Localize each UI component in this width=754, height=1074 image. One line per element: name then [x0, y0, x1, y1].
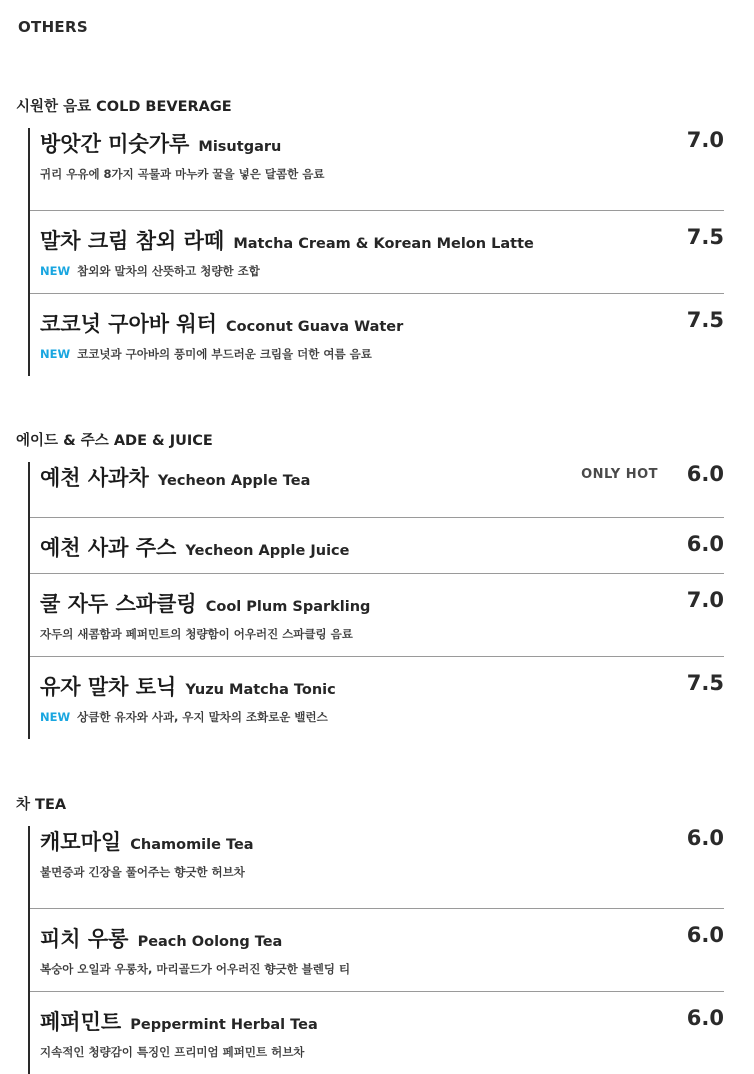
- menu-list: [28, 462, 724, 739]
- item-name: [40, 826, 254, 856]
- item-name-ko: 예천 사과 주스: [40, 536, 177, 560]
- item-name-en: Peach Oolong Tea: [137, 934, 283, 950]
- item-name-en: Cool Plum Sparkling: [205, 599, 371, 615]
- item-name-ko: 유자 말차 토닉: [40, 675, 177, 699]
- page-title: OTHERS: [18, 18, 88, 36]
- item-name-ko: 말차 크림 참외 라떼: [40, 229, 225, 253]
- only-hot-note: ONLY HOT: [581, 467, 658, 482]
- item-description: [40, 864, 245, 880]
- menu-item[interactable]: [30, 294, 724, 376]
- item-price: 6.0: [686, 923, 724, 947]
- item-description-text: 자두의 새콤함과 페퍼민트의 청량함이 어우러진 스파클링 음료: [40, 627, 353, 641]
- new-badge: NEW: [40, 347, 71, 361]
- item-price: 7.0: [686, 588, 724, 612]
- item-name: [40, 1006, 318, 1036]
- item-name-ko: 방앗간 미숫가루: [40, 132, 190, 156]
- menu-item[interactable]: [30, 826, 724, 909]
- item-name-en: Matcha Cream & Korean Melon Latte: [233, 236, 534, 252]
- item-description-text: 복숭아 오일과 우롱차, 마리골드가 어우러진 향긋한 블렌딩 티: [40, 962, 351, 976]
- menu-item[interactable]: [30, 992, 724, 1074]
- menu-item[interactable]: [30, 128, 724, 211]
- item-name: [40, 308, 403, 338]
- item-name: [40, 671, 336, 701]
- item-description: [40, 1044, 304, 1060]
- item-name: [40, 128, 281, 158]
- menu-list: [28, 128, 724, 376]
- item-name-ko: 예천 사과차: [40, 466, 149, 490]
- item-description-text: 귀리 우유에 8가지 곡물과 마누카 꿀을 넣은 달콤한 음료: [40, 167, 325, 181]
- item-description: [40, 626, 353, 642]
- new-badge: NEW: [40, 710, 71, 724]
- section-title: 차 TEA: [16, 797, 67, 813]
- item-description: [40, 709, 328, 725]
- item-name-en: Chamomile Tea: [130, 837, 254, 853]
- new-badge: NEW: [40, 264, 71, 278]
- menu-item[interactable]: [30, 518, 724, 574]
- item-description-text: 참외와 말차의 산뜻하고 청량한 조합: [77, 264, 260, 278]
- item-description-text: 지속적인 청량감이 특징인 프리미엄 페퍼민트 허브차: [40, 1045, 305, 1059]
- item-description: [40, 263, 260, 279]
- section-title: 시원한 음료 COLD BEVERAGE: [16, 99, 232, 115]
- item-price: 7.5: [686, 671, 724, 695]
- menu-item[interactable]: [30, 657, 724, 739]
- item-name-ko: 피치 우롱: [40, 927, 129, 951]
- item-name-en: Yuzu Matcha Tonic: [185, 682, 336, 698]
- section-title: 에이드 & 주스 ADE & JUICE: [16, 433, 213, 449]
- menu-item[interactable]: [30, 574, 724, 657]
- item-price: 7.5: [686, 225, 724, 249]
- item-description: [40, 346, 372, 362]
- menu-item[interactable]: [30, 462, 724, 518]
- item-name: [40, 532, 349, 562]
- item-description-text: 상큼한 유자와 사과, 우지 말차의 조화로운 밸런스: [77, 710, 328, 724]
- item-description: [40, 961, 350, 977]
- item-name-ko: 쿨 자두 스파클링: [40, 592, 197, 616]
- item-price: 7.0: [686, 128, 724, 152]
- menu-item[interactable]: [30, 909, 724, 992]
- item-price: 7.5: [686, 308, 724, 332]
- item-name-en: Yecheon Apple Juice: [185, 543, 350, 559]
- menu-item[interactable]: [30, 211, 724, 294]
- menu-list: [28, 826, 724, 1074]
- item-name: [40, 588, 370, 618]
- item-price: 6.0: [686, 532, 724, 556]
- item-name-en: Coconut Guava Water: [226, 319, 404, 335]
- item-name-en: Yecheon Apple Tea: [157, 473, 311, 489]
- item-price: 6.0: [686, 462, 724, 486]
- item-name: [40, 923, 282, 953]
- item-name: [40, 225, 534, 255]
- item-description-text: 코코넛과 구아바의 풍미에 부드러운 크림을 더한 여름 음료: [77, 347, 372, 361]
- item-name-ko: 페퍼민트: [40, 1010, 122, 1034]
- item-name-ko: 캐모마일: [40, 830, 122, 854]
- item-name-en: Peppermint Herbal Tea: [130, 1017, 318, 1033]
- item-price: 6.0: [686, 1006, 724, 1030]
- item-description-text: 불면증과 긴장을 풀어주는 향긋한 허브차: [40, 865, 245, 879]
- item-name-en: Misutgaru: [198, 139, 282, 155]
- item-description: [40, 166, 324, 182]
- item-name-ko: 코코넛 구아바 워터: [40, 312, 217, 336]
- item-name: [40, 462, 310, 492]
- item-price: 6.0: [686, 826, 724, 850]
